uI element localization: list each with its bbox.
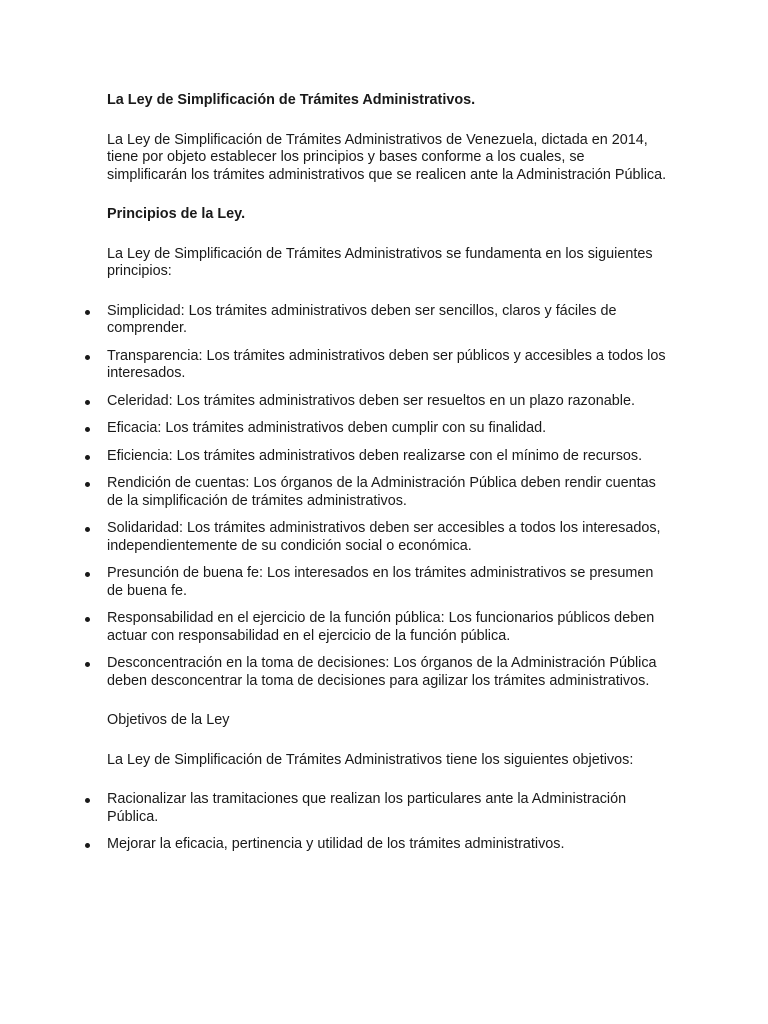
list-item [107, 565, 667, 600]
bullet-icon [85, 527, 90, 532]
bullet-icon [85, 798, 90, 803]
list-item [107, 610, 667, 645]
list-item [107, 836, 667, 854]
list-item-text: Simplicidad: Los trámites administrativos deben ser sencillos, claros y fáciles de comprender. [107, 302, 617, 336]
intro-paragraph: La Ley de Simplificación de Trámites Administrativos de Venezuela, dictada en 2014, tiene por objeto establecer los principios y bases conforme a los cuales, se simplificarán los trámites administrativos que se realicen ante la Administración Pública. [107, 131, 667, 183]
list-item-text: Racionalizar las tramitaciones que realizan los particulares ante la Administración Pública. [107, 791, 627, 825]
principles-list [107, 303, 667, 691]
principles-intro: La Ley de Simplificación de Trámites Administrativos se fundamenta en los siguientes principios: [107, 245, 653, 279]
list-item-text: Celeridad: Los trámites administrativos deben ser resueltos en un plazo razonable. [107, 392, 635, 409]
list-item [107, 655, 667, 690]
bullet-icon [85, 662, 90, 667]
bullet-icon [85, 843, 90, 848]
bullet-icon [85, 455, 90, 460]
objectives-heading: Objetivos de la Ley [107, 712, 230, 728]
objectives-intro: La Ley de Simplificación de Trámites Administrativos tiene los siguientes objetivos: [107, 751, 634, 768]
list-item [107, 448, 667, 466]
list-item-text: Responsabilidad en el ejercicio de la función pública: Los funcionarios públicos deben actuar con responsabilidad en el ejercicio de la función pública. [107, 610, 655, 644]
list-item [107, 520, 667, 555]
bullet-icon [85, 617, 90, 622]
list-item-text: Mejorar la eficacia, pertinencia y utilidad de los trámites administrativos. [107, 836, 565, 852]
list-item [107, 791, 667, 826]
document-title: La Ley de Simplificación de Trámites Administrativos. [107, 92, 476, 108]
document-page [107, 92, 667, 876]
list-item-text: Transparencia: Los trámites administrativos deben ser públicos y accesibles a todos los interesados. [107, 347, 666, 381]
bullet-icon [85, 427, 90, 432]
bullet-icon [85, 482, 90, 487]
list-item-text: Eficacia: Los trámites administrativos deben cumplir con su finalidad. [107, 420, 547, 436]
list-item-text: Rendición de cuentas: Los órganos de la Administración Pública deben rendir cuentas de la simplificación de trámites administrativos. [107, 475, 656, 509]
list-item [107, 348, 667, 383]
principles-heading: Principios de la Ley. [107, 206, 246, 222]
bullet-icon [85, 310, 90, 315]
list-item-text: Desconcentración en la toma de decisiones: Los órganos de la Administración Pública deben desconcentrar la toma de decisiones para agilizar los trámites administrativos. [107, 655, 657, 689]
list-item [107, 475, 667, 510]
list-item [107, 420, 667, 438]
list-item [107, 303, 667, 338]
bullet-icon [85, 572, 90, 577]
bullet-icon [85, 355, 90, 360]
list-item-text: Eficiencia: Los trámites administrativos deben realizarse con el mínimo de recursos. [107, 447, 643, 464]
bullet-icon [85, 400, 90, 405]
list-item [107, 393, 667, 411]
list-item-text: Presunción de buena fe: Los interesados en los trámites administrativos se presumen de buena fe. [107, 565, 654, 599]
list-item-text: Solidaridad: Los trámites administrativos deben ser accesibles a todos los interesados, independientemente de su condición social o económica. [107, 520, 661, 554]
objectives-list [107, 791, 667, 854]
